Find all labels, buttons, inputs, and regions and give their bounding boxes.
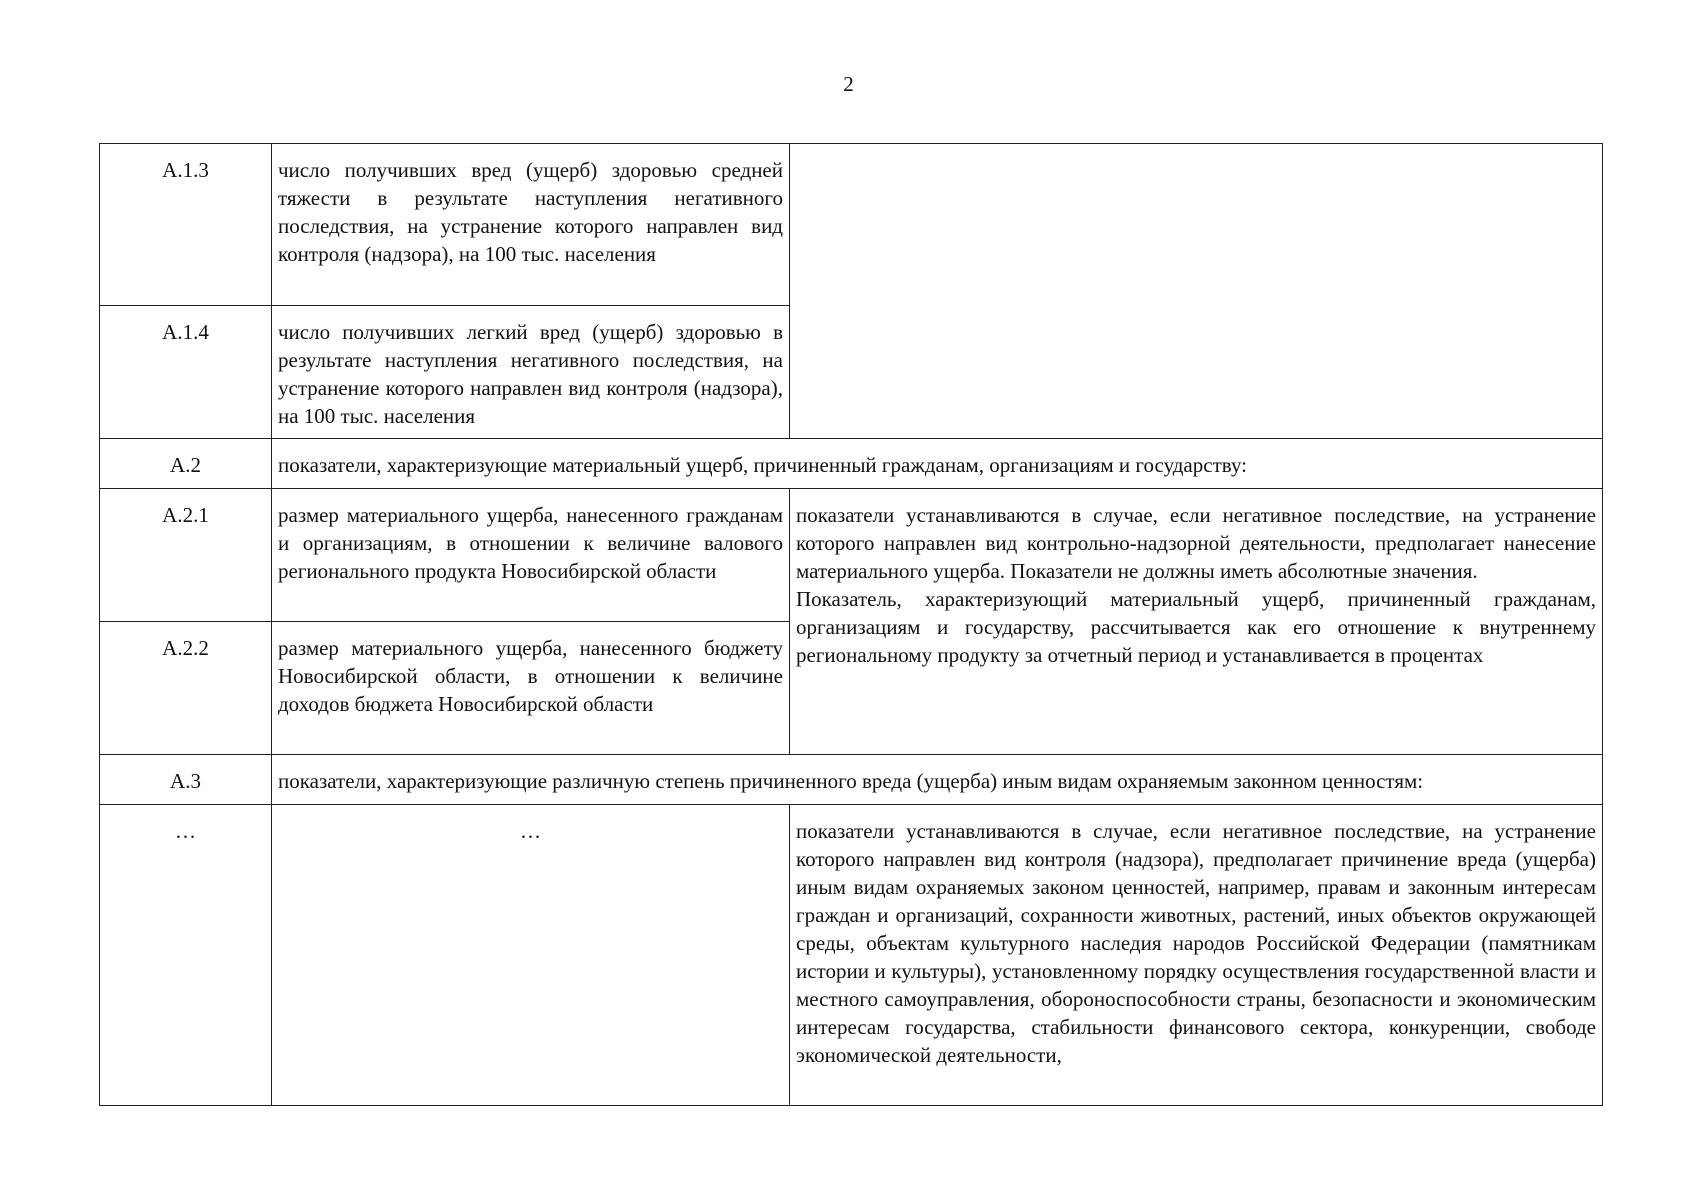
row-code: А.1.3 <box>100 144 272 306</box>
table-row <box>100 439 1603 489</box>
empty-note-cell <box>790 144 1603 439</box>
indicators-table <box>99 143 1603 1106</box>
section-heading: показатели, характеризующие материальный ущерб, причиненный гражданам, организациям и государству: <box>272 439 1603 489</box>
note-cell <box>790 805 1603 1106</box>
table-row <box>100 144 1603 306</box>
row-indicator: … <box>272 805 790 1106</box>
row-code: А.3 <box>100 755 272 805</box>
table-row <box>100 805 1603 1106</box>
note-paragraph: Показатель, характеризующий материальный ущерб, причиненный гражданам, организациям и государству, рассчитывается как его отношение к внутреннему региональному продукту за отчетный период и устанавливается в процентах <box>796 587 1596 667</box>
note-cell <box>790 489 1603 755</box>
row-indicator: размер материального ущерба, нанесенного бюджету Новосибирской области, в отношении к величине доходов бюджета Новосибирской области <box>272 622 790 755</box>
row-indicator: число получивших легкий вред (ущерб) здоровью в результате наступления негативного последствия, на устранение которого направлен вид контроля (надзора), на 100 тыс. населения <box>272 306 790 439</box>
note-paragraph: показатели устанавливаются в случае, если негативное последствие, на устранение которого направлен вид контроля (надзора), предполагает причинение вреда (ущерба) иным видам охраняемых законом ценностей, например, правам и законным интересам граждан и организаций, сохранности животных, растений, иных объектов окружающей среды, объектам культурного наследия народов Российской Федерации (памятникам истории и культуры), установленному порядку осуществления государственной власти и местного самоуправления, обороноспособности страны, безопасности и экономическим интересам государства, стабильности финансового сектора, конкуренции, свободе экономической деятельности, <box>796 819 1596 1067</box>
row-indicator: число получивших вред (ущерб) здоровью средней тяжести в результате наступления негативного последствия, на устранение которого направлен вид контроля (надзора), на 100 тыс. населения <box>272 144 790 306</box>
row-code: А.2.2 <box>100 622 272 755</box>
row-code: … <box>100 805 272 1106</box>
row-code: А.2.1 <box>100 489 272 622</box>
note-paragraph: показатели устанавливаются в случае, если негативное последствие, на устранение которого направлен вид контрольно-надзорной деятельности, предполагает нанесение материального ущерба. Показатели не должны иметь абсолютные значения. <box>796 503 1596 583</box>
row-indicator: размер материального ущерба, нанесенного гражданам и организациям, в отношении к величине валового регионального продукта Новосибирской области <box>272 489 790 622</box>
row-code: А.1.4 <box>100 306 272 439</box>
table-row <box>100 755 1603 805</box>
page-number: 2 <box>843 72 854 96</box>
table-row <box>100 489 1603 622</box>
row-code: А.2 <box>100 439 272 489</box>
section-heading: показатели, характеризующие различную степень причиненного вреда (ущерба) иным видам охраняемым законном ценностям: <box>272 755 1603 805</box>
